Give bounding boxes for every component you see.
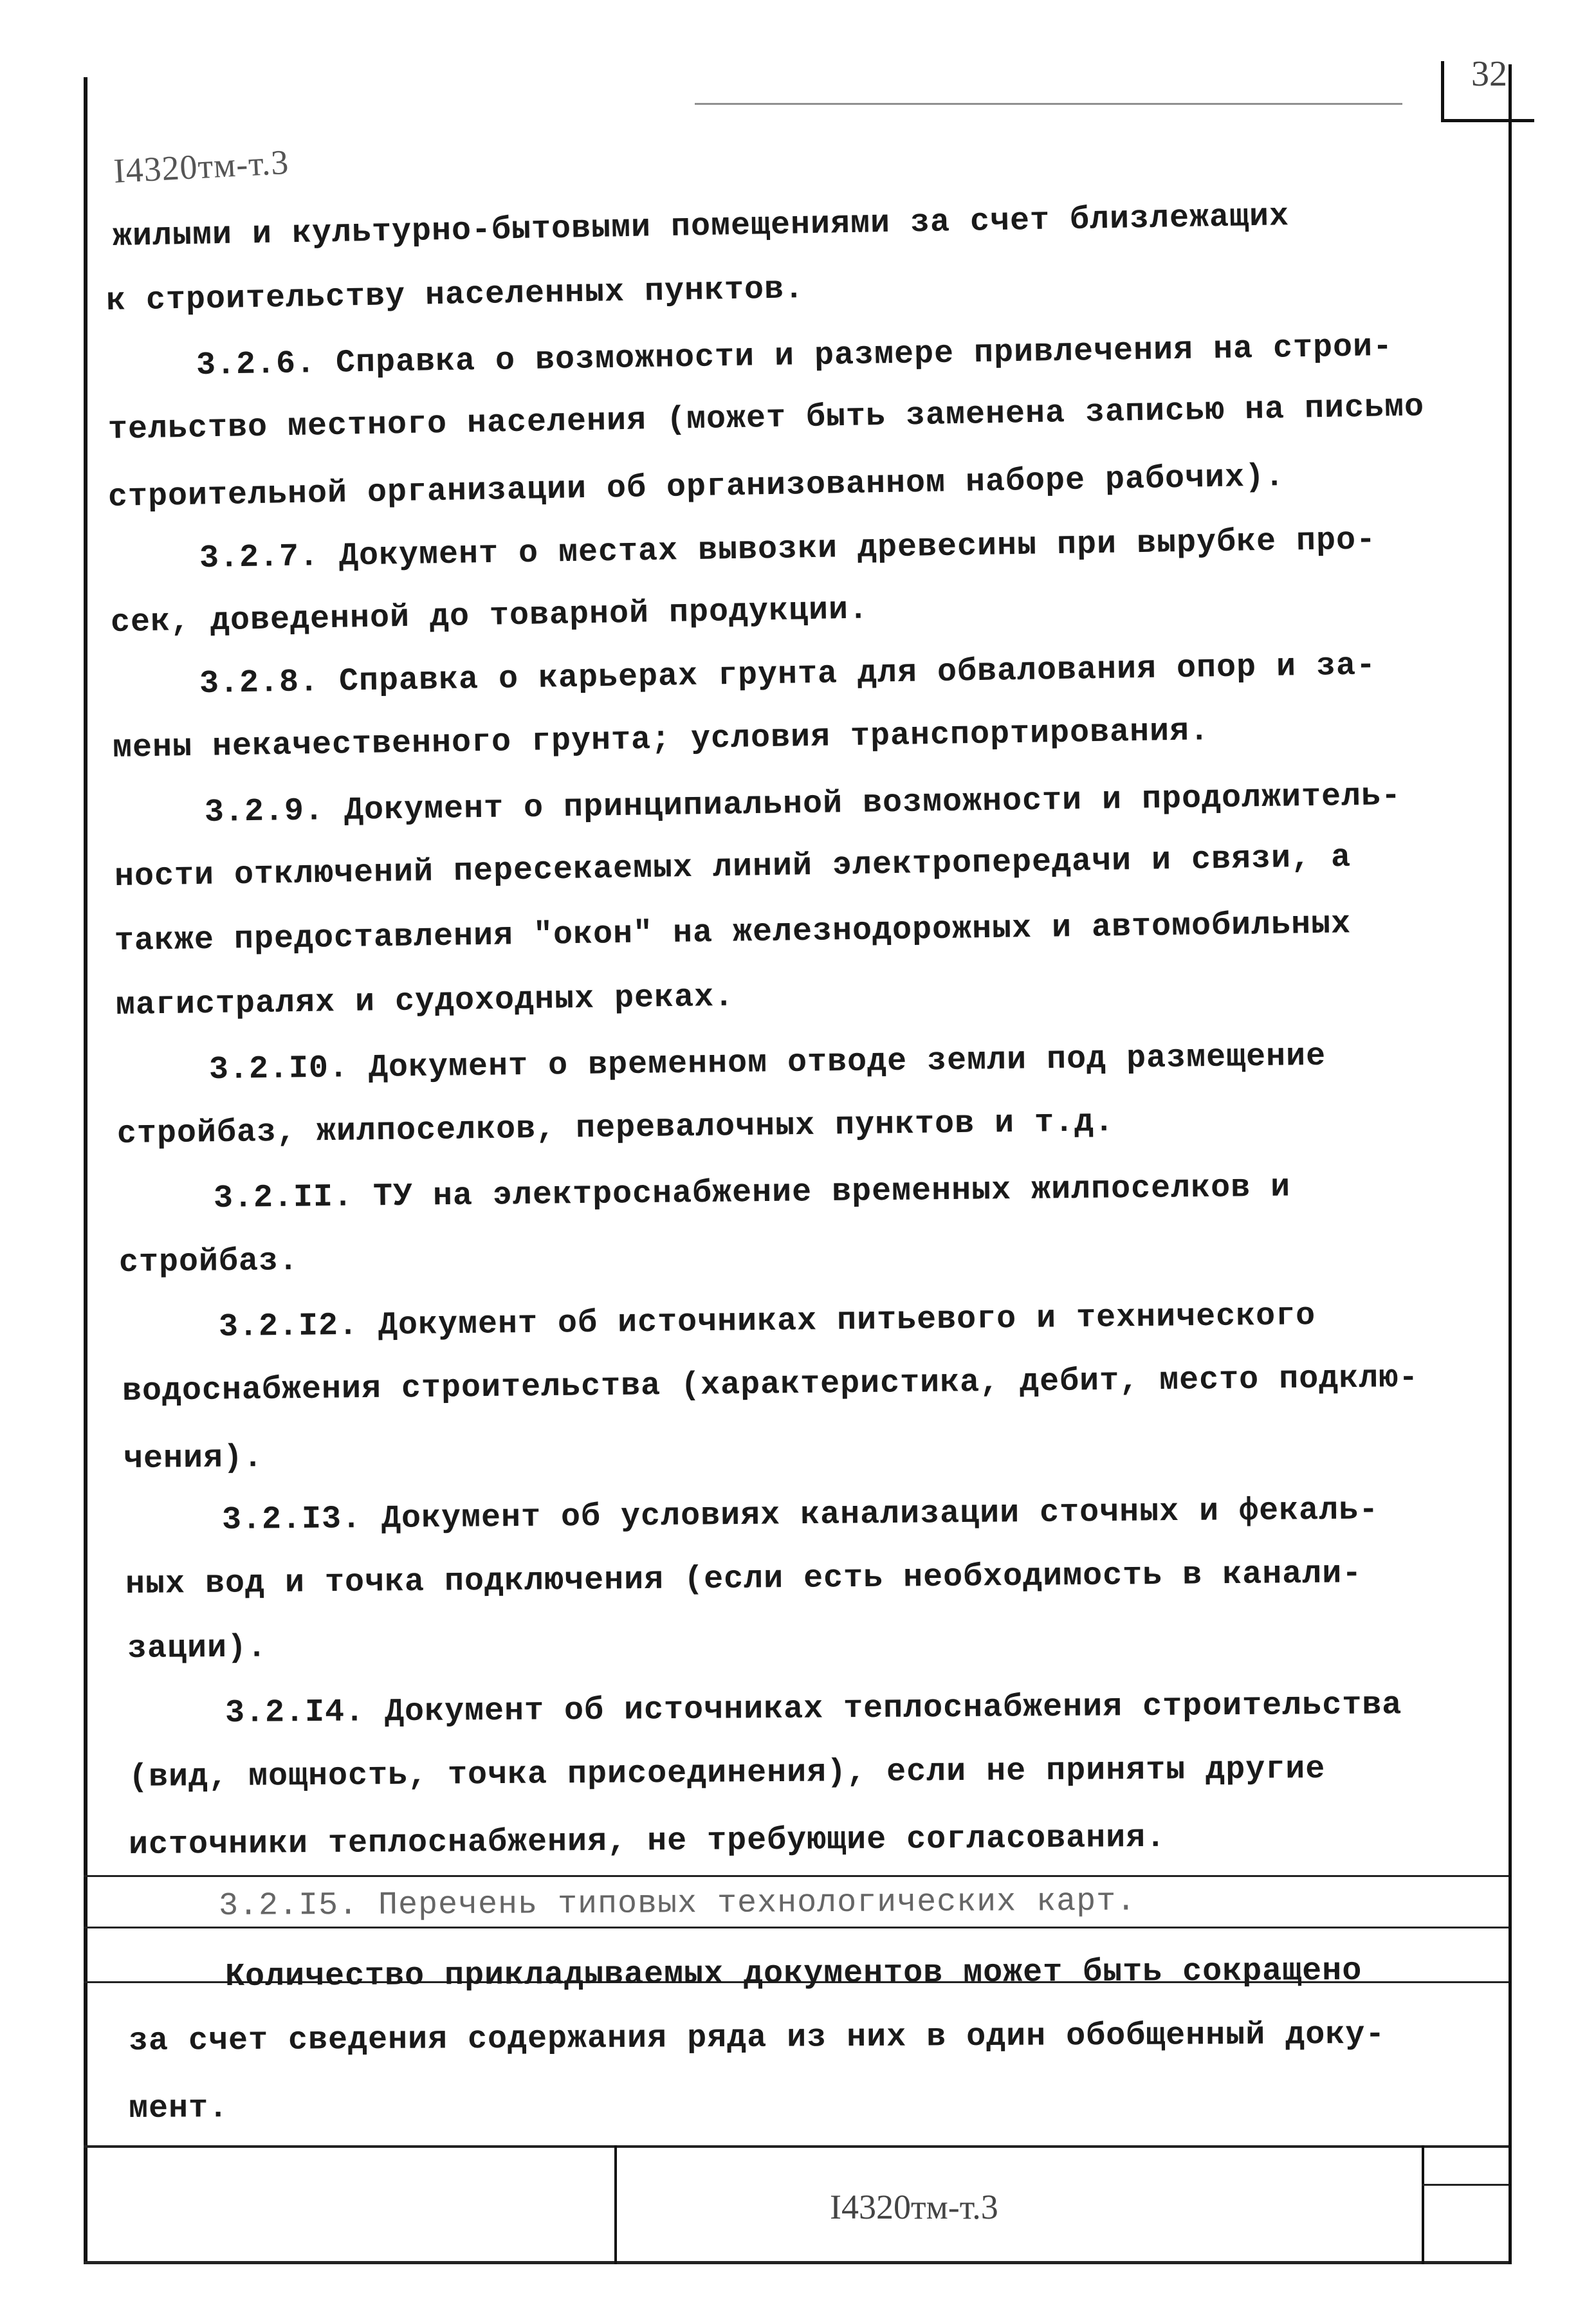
text-line: 3.2.I4. Документ об источниках теплоснабжения строительства xyxy=(225,1687,1402,1732)
text-line: 3.2.I3. Документ об условиях канализации сточных и фекаль- xyxy=(221,1492,1379,1539)
text-line: сек, доведенной до товарной продукции. xyxy=(110,591,869,641)
text-line: 3.2.9. Документ о принципиальной возможности и продолжитель- xyxy=(204,778,1402,831)
text-line: за счет сведения содержания ряда из них в один обобщенный доку- xyxy=(128,2016,1386,2060)
title-block-page-cell-rule xyxy=(1422,2184,1509,2186)
text-line: 3.2.I0. Документ о временном отводе земли под размещение xyxy=(208,1038,1326,1088)
text-line: (вид, мощность, точка присоединения), если не приняты другие xyxy=(128,1751,1326,1796)
text-line: строительной организации об организованном наборе рабочих). xyxy=(107,459,1285,516)
separator-rule-1 xyxy=(84,1875,1509,1877)
text-line: зации). xyxy=(127,1629,268,1667)
title-block-bottom-rule xyxy=(84,2261,1509,2264)
right-border-line xyxy=(1509,64,1512,2264)
text-line: к строительству населенных пунктов. xyxy=(105,271,805,320)
text-line: 3.2.8. Справка о карьерах грунта для обвалования опор и за- xyxy=(199,647,1377,702)
document-code: I4320тм-т.3 xyxy=(113,142,290,190)
text-line: 3.2.I2. Документ об источниках питьевого и технического xyxy=(218,1297,1316,1346)
text-line: стройбаз. xyxy=(118,1243,299,1281)
text-line: жилыми и культурно-бытовыми помещениями за счет близлежащих xyxy=(112,198,1290,255)
text-line: Количество прикладываемых документов может быть сокращено xyxy=(225,1952,1362,1995)
separator-rule-2 xyxy=(84,1927,1509,1928)
text-line: 3.2.6. Справка о возможности и размере привлечения на строи- xyxy=(196,328,1393,384)
text-line: тельство местного населения (может быть заменена записью на письмо xyxy=(107,389,1425,448)
text-line: источники теплоснабжения, не требующие согласования. xyxy=(128,1819,1166,1864)
top-rule xyxy=(695,103,1402,105)
text-line: также предоставления "окон" на железнодорожных и автомобильных xyxy=(114,906,1352,960)
text-line: водоснабжения строительства (характеристика, дебит, место подклю- xyxy=(122,1359,1419,1410)
page-number: 32 xyxy=(1441,61,1534,122)
left-border-line xyxy=(84,77,87,2264)
text-line: мент. xyxy=(128,2090,229,2127)
text-line: мены некачественного грунта; условия транспортирования. xyxy=(112,713,1210,767)
title-block-top-rule xyxy=(84,2145,1509,2148)
text-line: 3.2.II. ТУ на электроснабжение временных жилпоселков и xyxy=(213,1169,1291,1217)
text-line: чения). xyxy=(123,1440,264,1478)
title-block-divider-1 xyxy=(614,2145,617,2264)
text-line: магистралях и судоходных реках. xyxy=(115,978,735,1024)
text-line: ных вод и точка подключения (если есть необходимость в канали- xyxy=(125,1555,1362,1603)
text-line: ности отключений пересекаемых линий электропередачи и связи, а xyxy=(114,839,1352,895)
title-block-code: I4320тм-т.3 xyxy=(830,2188,998,2226)
text-line: 3.2.7. Документ о местах вывозки древесины при вырубке про- xyxy=(199,522,1377,577)
text-line: 3.2.I5. Перечень типовых технологических карт. xyxy=(218,1883,1137,1925)
text-line: стройбаз, жилпоселков, перевалочных пунктов и т.д. xyxy=(116,1104,1115,1153)
title-block-divider-2 xyxy=(1422,2145,1424,2264)
